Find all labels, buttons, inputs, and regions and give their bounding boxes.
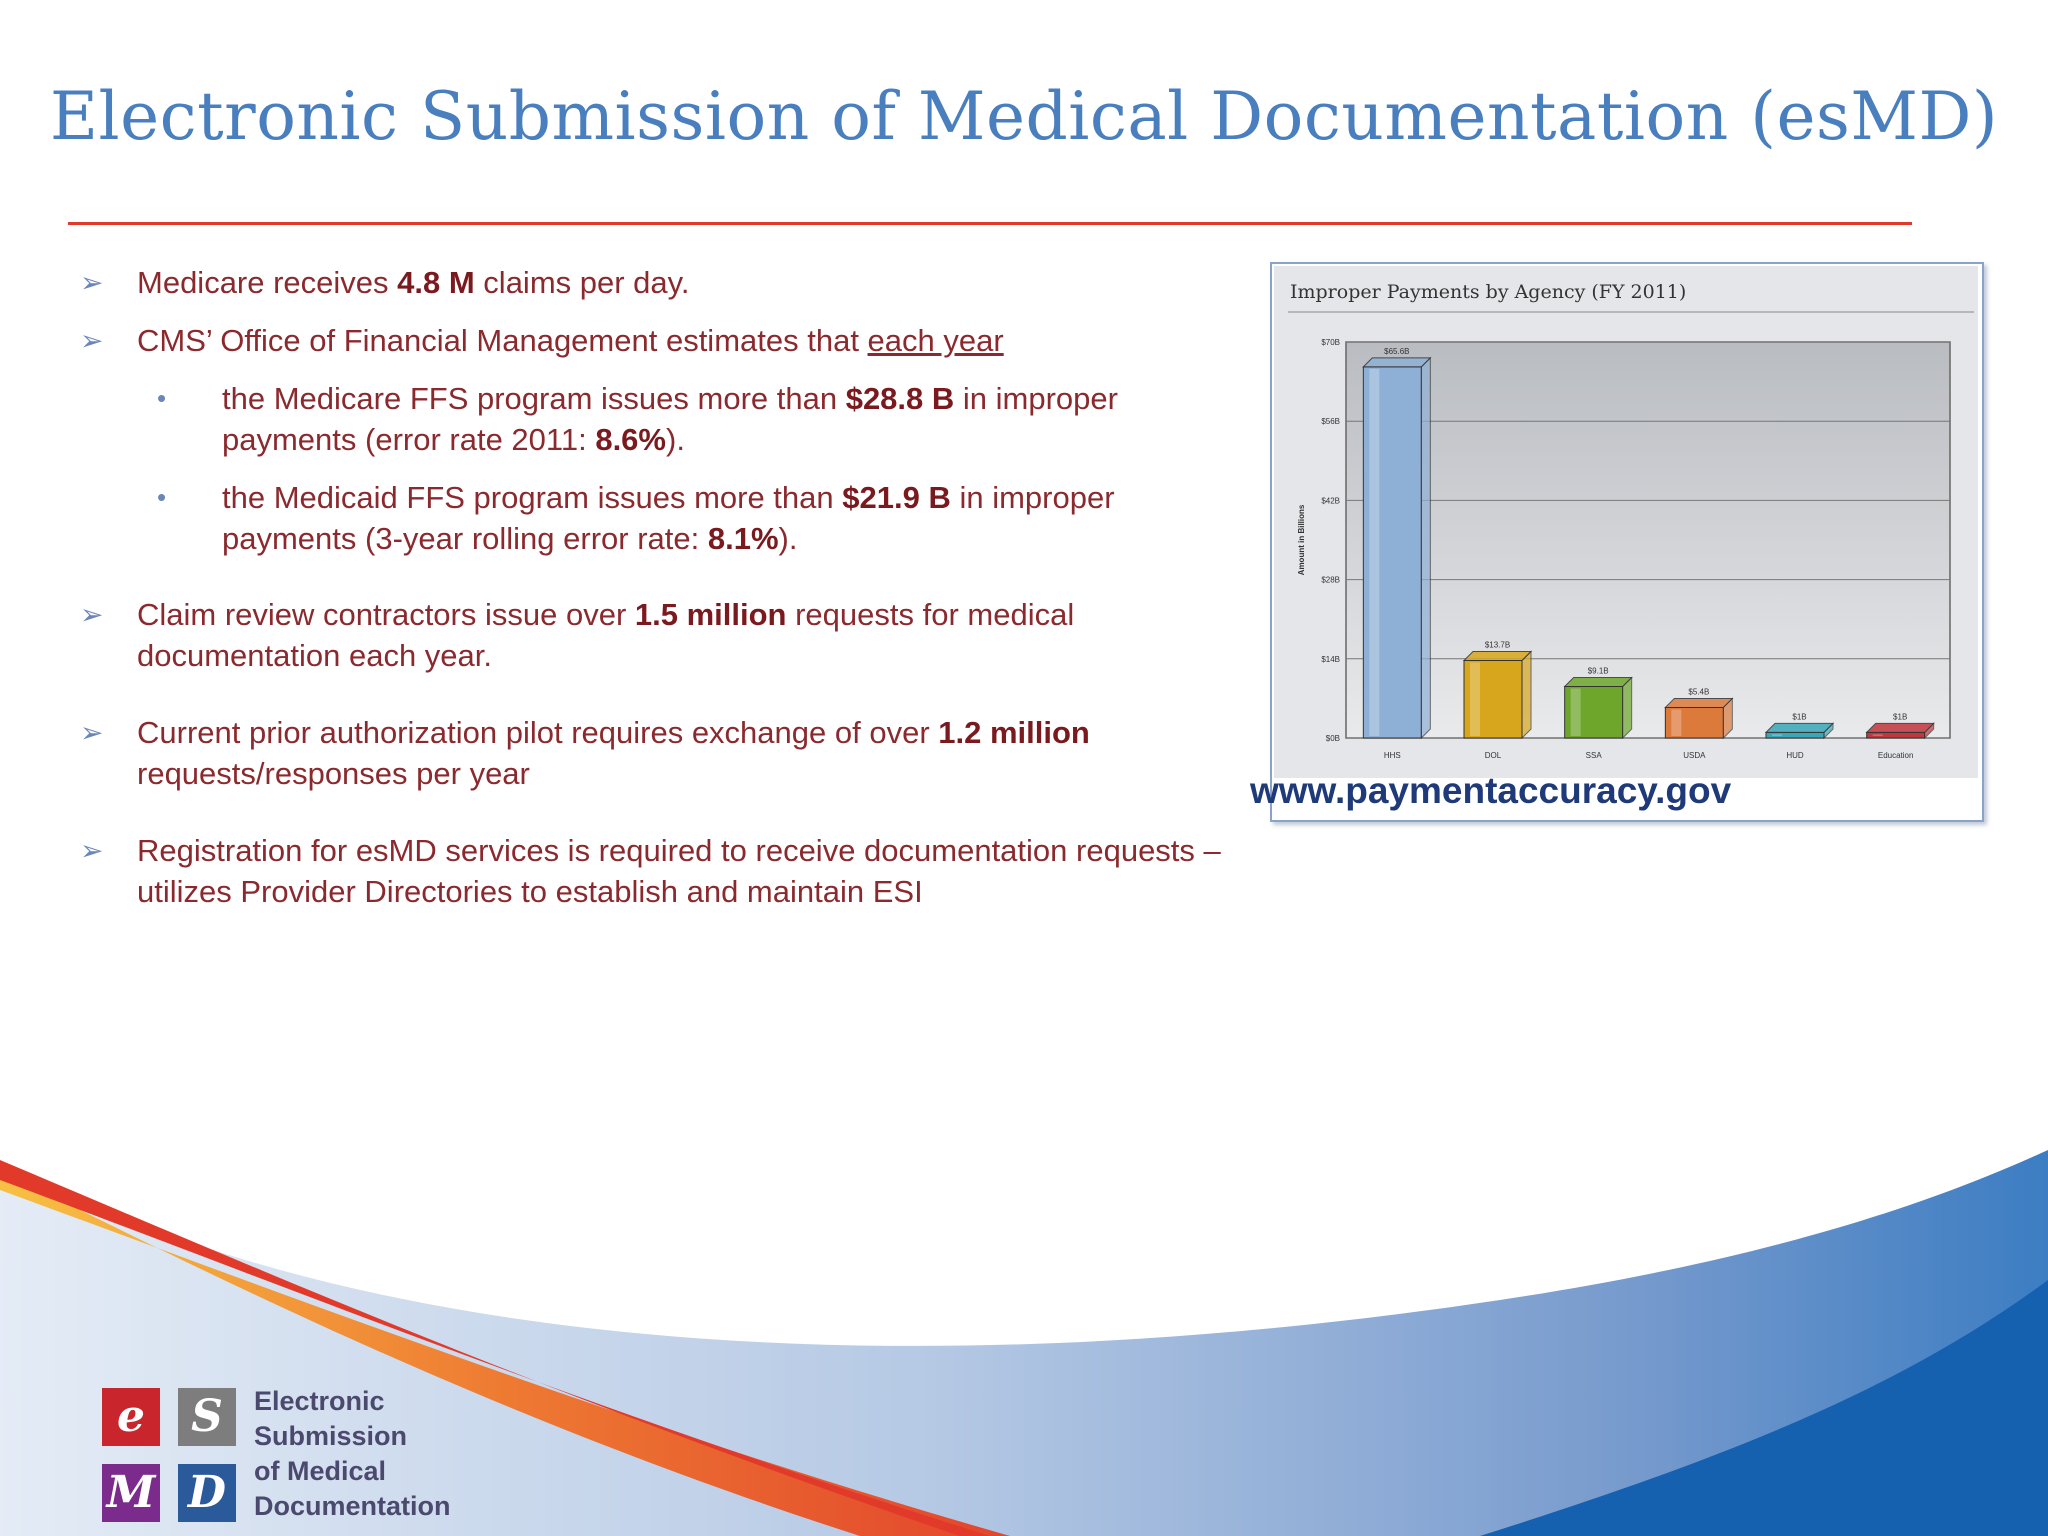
bullet-text: requests for medical documentation each year. bbox=[137, 597, 1075, 673]
x-tick-label: HUD bbox=[1786, 751, 1804, 760]
bullet-bold: 4.8 M bbox=[397, 265, 475, 300]
subbullet-text: the Medicaid FFS program issues more than bbox=[222, 480, 843, 515]
x-tick-label: USDA bbox=[1683, 751, 1706, 760]
y-tick-label: $42B bbox=[1321, 496, 1340, 506]
bar-value-label: $1B bbox=[1893, 712, 1908, 722]
arrow-bullet-icon: ➢ bbox=[80, 599, 104, 630]
arrow-bullet-icon: ➢ bbox=[80, 835, 104, 866]
arrow-bullet-icon: ➢ bbox=[80, 267, 104, 298]
subbullet-text: in improper payments (3-year rolling error rate: bbox=[222, 480, 1115, 556]
source-url: www.paymentaccuracy.gov bbox=[1250, 770, 1732, 811]
bullet-text: Claim review contractors issue over bbox=[137, 597, 635, 632]
bar-highlight bbox=[1470, 662, 1480, 736]
subbullet-bold: 8.1% bbox=[707, 521, 779, 556]
logo-tile-d: D bbox=[178, 1464, 236, 1522]
bullet-claim-review bbox=[80, 594, 1230, 676]
bullet-list bbox=[80, 262, 1230, 912]
bullet-bold: 1.2 million bbox=[938, 715, 1090, 750]
logo-tile-m: M bbox=[102, 1464, 160, 1522]
slide-title: Electronic Submission of Medical Documentation (esMD) bbox=[49, 78, 1999, 155]
logo-line: Submission bbox=[254, 1421, 408, 1451]
bar-value-label: $9.1B bbox=[1587, 666, 1609, 676]
logo-line: of Medical bbox=[254, 1456, 387, 1486]
dot-bullet-icon: • bbox=[157, 482, 167, 512]
arrow-bullet-icon: ➢ bbox=[80, 717, 104, 748]
logo-wordmark bbox=[254, 1384, 451, 1524]
arrow-bullet-icon: ➢ bbox=[80, 325, 104, 356]
bar-highlight bbox=[1571, 689, 1581, 736]
y-tick-label: $28B bbox=[1321, 575, 1340, 585]
subbullet-text: in improper payments (error rate 2011: bbox=[222, 381, 1118, 457]
bar-value-label: $1B bbox=[1792, 712, 1807, 722]
chart-plot-area bbox=[1346, 342, 1950, 738]
subbullet-text: the Medicare FFS program issues more than bbox=[222, 381, 846, 416]
bar-top bbox=[1565, 678, 1632, 687]
bullet-text: claims per day. bbox=[474, 265, 690, 300]
y-tick-label: $70B bbox=[1321, 338, 1340, 347]
bar-top bbox=[1665, 698, 1732, 707]
bar-side bbox=[1623, 678, 1632, 738]
logo-tile-s: S bbox=[178, 1388, 236, 1446]
logo-tile-e: e bbox=[102, 1388, 160, 1446]
bar-top bbox=[1766, 723, 1833, 732]
y-tick-label: $0B bbox=[1325, 734, 1340, 743]
x-tick-label: Education bbox=[1877, 751, 1914, 760]
bar-value-label: $13.7B bbox=[1484, 640, 1511, 650]
bar-side bbox=[1522, 651, 1531, 738]
bullet-text: Current prior authorization pilot requires exchange of over bbox=[137, 715, 939, 750]
bar-value-label: $65.6B bbox=[1384, 346, 1410, 356]
subbullet-bold: $28.8 B bbox=[845, 381, 955, 416]
title-divider bbox=[68, 222, 1912, 225]
bullet-claims-per-day bbox=[80, 262, 1230, 303]
bar-highlight bbox=[1772, 734, 1782, 736]
bar-value-label: $5.4B bbox=[1688, 687, 1710, 697]
bullet-text: requests/responses per year bbox=[137, 756, 530, 791]
bullet-prior-authorization bbox=[80, 712, 1230, 794]
esmd-logo bbox=[102, 1386, 451, 1528]
chart-title: Improper Payments by Agency (FY 2011) bbox=[1290, 281, 1687, 303]
chart-panel bbox=[1270, 262, 1984, 822]
bullet-cms-estimates bbox=[80, 320, 1230, 361]
x-tick-label: HHS bbox=[1383, 751, 1401, 760]
bullet-underline: each year bbox=[867, 323, 1004, 358]
y-axis-label: Amount in Billions bbox=[1297, 504, 1306, 576]
x-tick-label: DOL bbox=[1484, 751, 1502, 760]
bar-side bbox=[1421, 358, 1430, 738]
dot-bullet-icon: • bbox=[157, 383, 167, 413]
bar-highlight bbox=[1671, 709, 1681, 736]
chart-background bbox=[1274, 266, 1978, 778]
y-tick-label: $14B bbox=[1321, 654, 1340, 664]
bar-top bbox=[1867, 723, 1934, 732]
subbullet-text: ). bbox=[778, 521, 798, 556]
bullet-text: CMS’ Office of Financial Management estimates that bbox=[137, 323, 868, 358]
bullet-text: Registration for esMD services is required to receive documentation requests – utilizes Provider Directories to establish and maintain ESI bbox=[137, 833, 1221, 909]
bullet-bold: 1.5 million bbox=[634, 597, 787, 632]
bullet-registration bbox=[80, 830, 1230, 912]
bar-top bbox=[1363, 358, 1430, 367]
improper-payments-chart bbox=[1274, 266, 1978, 778]
y-tick-label: $56B bbox=[1321, 417, 1340, 427]
bar-highlight bbox=[1369, 369, 1379, 736]
subbullet-bold: $21.9 B bbox=[842, 480, 951, 515]
bullet-text: Medicare receives bbox=[137, 265, 398, 300]
bar-top bbox=[1464, 651, 1531, 660]
subbullet-medicaid bbox=[80, 477, 1230, 559]
subbullet-text: ). bbox=[666, 422, 685, 457]
logo-line: Documentation bbox=[254, 1491, 451, 1521]
bar-highlight bbox=[1873, 734, 1883, 736]
subbullet-bold: 8.6% bbox=[595, 422, 666, 457]
x-tick-label: SSA bbox=[1585, 751, 1602, 760]
subbullet-medicare bbox=[80, 378, 1230, 460]
logo-line: Electronic bbox=[254, 1386, 385, 1416]
